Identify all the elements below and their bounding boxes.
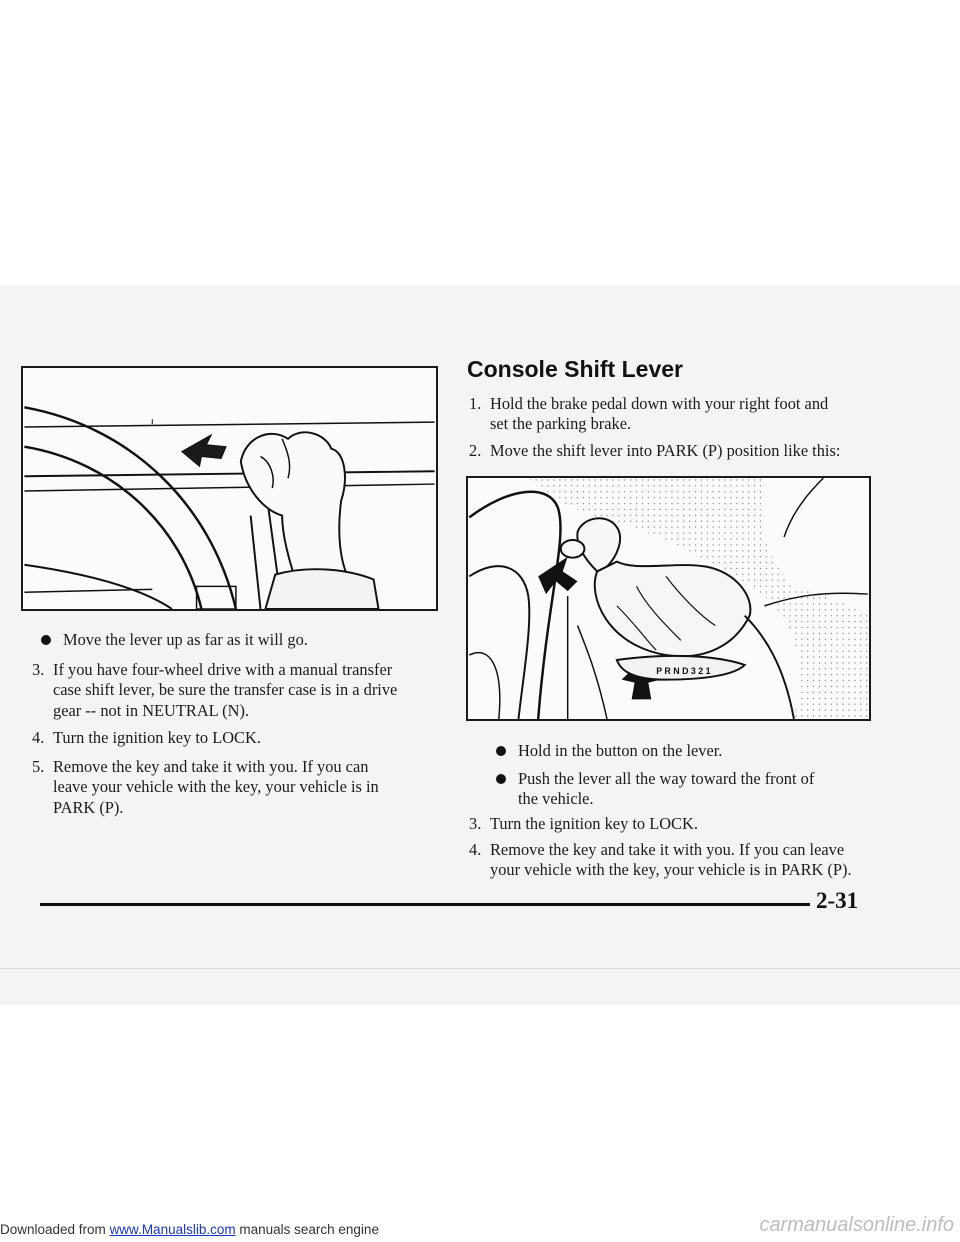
step-number: 4. bbox=[32, 728, 45, 747]
manualslib-link[interactable]: www.Manualslib.com bbox=[109, 1222, 236, 1237]
bullet-icon bbox=[41, 635, 51, 645]
step-text-line: Turn the ignition key to LOCK. bbox=[53, 728, 261, 747]
right-step-3 bbox=[469, 813, 889, 835]
left-step-5 bbox=[32, 756, 442, 819]
step-text-line: case shift lever, be sure the transfer case is in a drive bbox=[53, 680, 398, 699]
step-text-line: If you have four-wheel drive with a manual transfer bbox=[53, 660, 393, 679]
step-text-line: Turn the ignition key to LOCK. bbox=[490, 814, 698, 833]
right-step-2 bbox=[469, 440, 889, 462]
bullet-icon bbox=[496, 774, 506, 784]
step-number: 1. bbox=[469, 394, 482, 413]
step-text-line: Move the shift lever into PARK (P) position like this: bbox=[490, 441, 841, 460]
console-shift-lever-illustration bbox=[466, 476, 871, 721]
page-footer-rule bbox=[40, 903, 810, 906]
footer-suffix: manuals search engine bbox=[235, 1222, 379, 1237]
page-number: 2-31 bbox=[816, 888, 859, 913]
left-bullet-text: Move the lever up as far as it will go. bbox=[63, 630, 308, 649]
step-text-line: PARK (P). bbox=[53, 798, 124, 817]
step-number: 5. bbox=[32, 757, 45, 776]
step-text-line: set the parking brake. bbox=[490, 414, 632, 433]
step-text-line: Remove the key and take it with you. If you can leave bbox=[490, 840, 845, 859]
right-bullet-item bbox=[496, 740, 896, 762]
step-number: 4. bbox=[469, 840, 482, 859]
right-step-1 bbox=[469, 393, 889, 435]
left-bullet-item bbox=[41, 629, 441, 651]
step-text-line: leave your vehicle with the key, your vehicle is in bbox=[53, 777, 379, 796]
column-shift-lever-illustration bbox=[21, 366, 438, 611]
step-number: 2. bbox=[469, 441, 482, 460]
right-bullet-text: the vehicle. bbox=[518, 789, 594, 808]
scan-edge-line bbox=[0, 968, 960, 969]
bullet-icon bbox=[496, 746, 506, 756]
right-bullet-text: Push the lever all the way toward the front of bbox=[518, 769, 815, 788]
step-text-line: Hold the brake pedal down with your right foot and bbox=[490, 394, 829, 413]
step-text-line: gear -- not in NEUTRAL (N). bbox=[53, 701, 250, 720]
step-text-line: your vehicle with the key, your vehicle is in PARK (P). bbox=[490, 860, 852, 879]
section-title: Console Shift Lever bbox=[467, 356, 683, 382]
right-step-4 bbox=[469, 839, 889, 881]
download-source-footer bbox=[0, 1222, 379, 1237]
svg-text:P R N D 3 2 1: P R N D 3 2 1 bbox=[656, 665, 711, 676]
right-bullet-text: Hold in the button on the lever. bbox=[518, 741, 723, 760]
left-step-4 bbox=[32, 727, 442, 749]
left-step-3 bbox=[32, 659, 442, 722]
right-bullet-item bbox=[496, 768, 896, 810]
step-number: 3. bbox=[32, 660, 45, 679]
column-shift-drawing bbox=[23, 368, 436, 609]
step-text-line: Remove the key and take it with you. If you can bbox=[53, 757, 369, 776]
watermark-logo: carmanualsonline.info bbox=[759, 1214, 954, 1236]
step-number: 3. bbox=[469, 814, 482, 833]
footer-prefix: Downloaded from bbox=[0, 1222, 110, 1237]
console-shift-drawing bbox=[468, 478, 869, 719]
